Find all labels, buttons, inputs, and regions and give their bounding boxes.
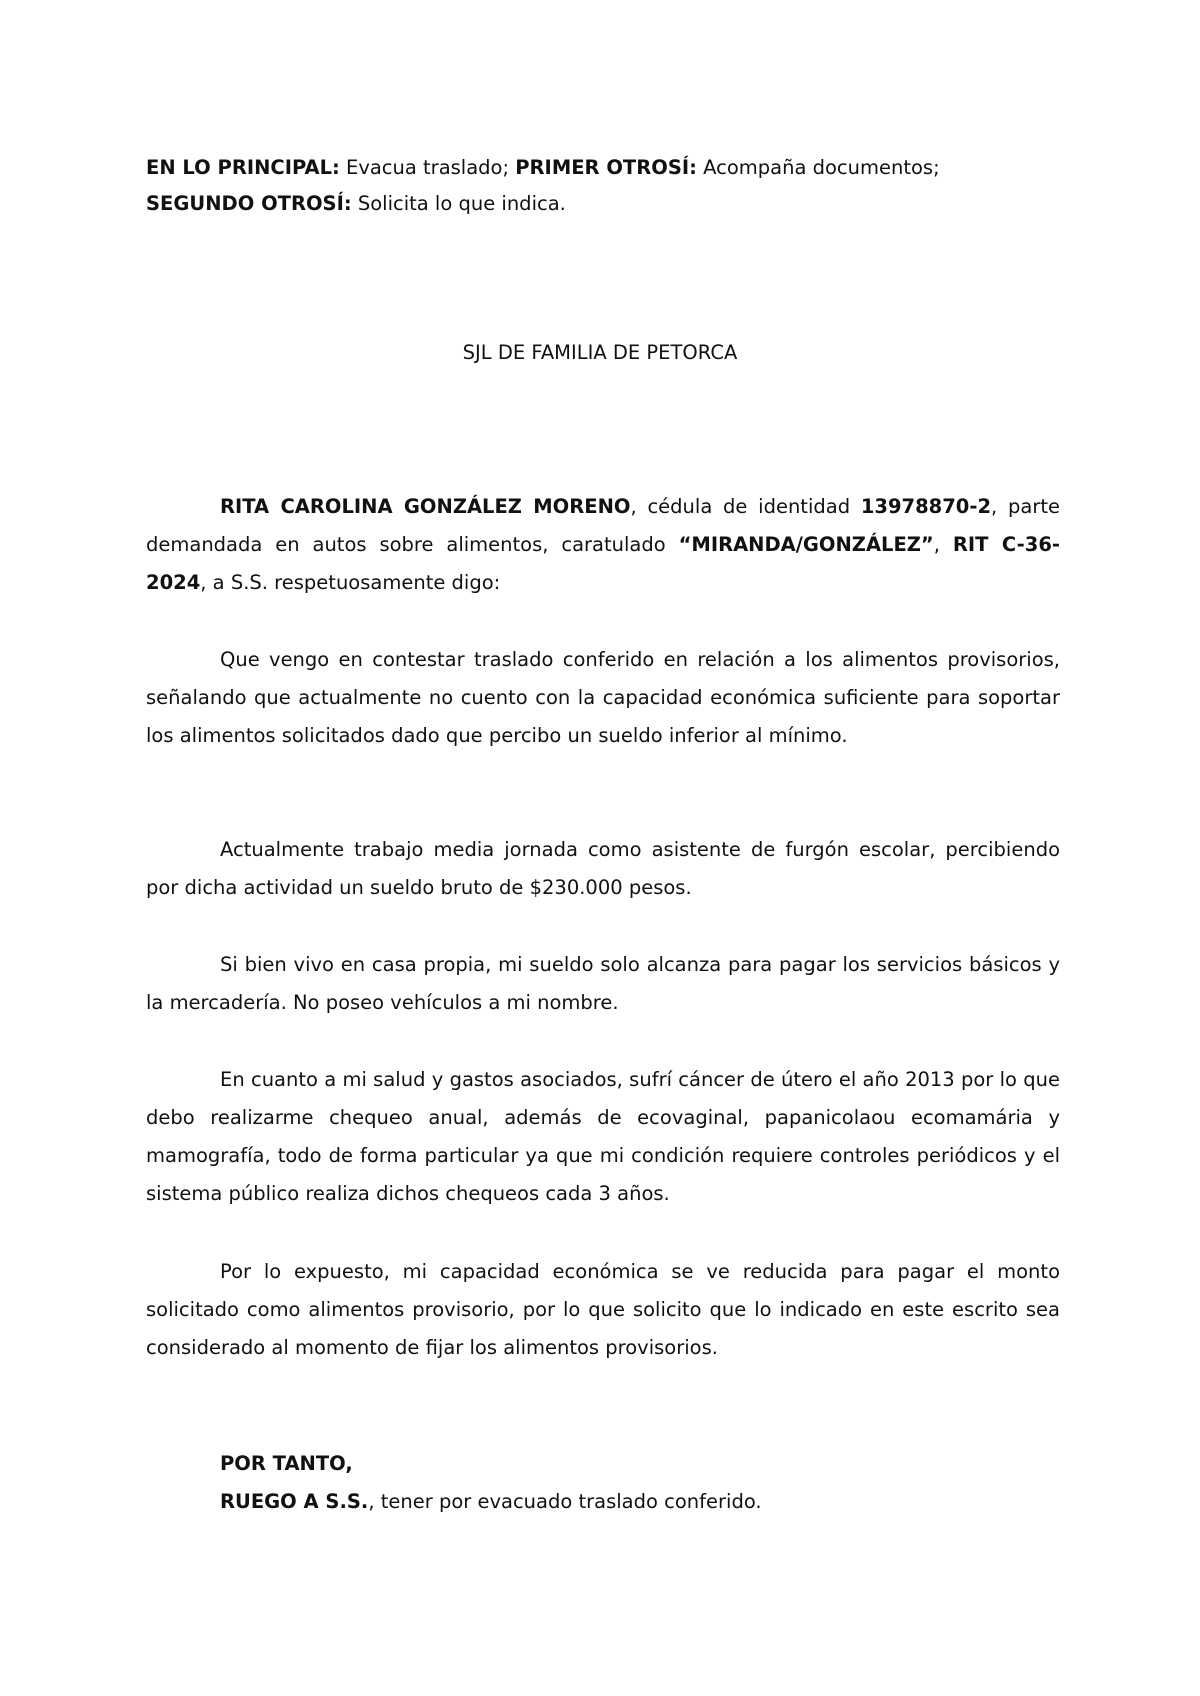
party-rut: 13978870-2 [860,495,992,518]
closing [220,1445,762,1521]
caratula: “MIRANDA/GONZÁLEZ” [678,533,934,556]
sumilla [146,150,1076,222]
paragraph-1: Que vengo en contestar traslado conferido en relación a los alimentos provisorios, señalando que actualmente no cuento con la capacidad económica suficiente para soportar los alimentos solicitados dado que percibo un sueldo inferior al mínimo. [146,648,1060,747]
rit-number: RIT C-36-2024 [146,533,1060,594]
segundo-otrosi-text: Solicita lo que indica. [351,192,566,215]
ruego-label: RUEGO A S.S. [220,1490,369,1513]
principal-text: Evacua traslado; [339,156,516,179]
court-heading: SJL DE FAMILIA DE PETORCA [462,341,738,364]
primer-otrosi-label: PRIMER OTROSÍ: [515,156,697,179]
intro-paragraph [146,488,1060,602]
paragraph-3: Si bien vivo en casa propia, mi sueldo solo alcanza para pagar los servicios básicos y la mercadería. No poseo vehículos a mi nombre. [146,953,1060,1014]
primer-otrosi-text: Acompaña documentos; [696,156,940,179]
intro-text-4: , a S.S. respetuosamente digo: [200,571,501,594]
intro-text-2: , parte demandada en autos sobre alimentos, caratulado [146,495,1060,556]
intro-text-3: , [933,533,953,556]
paragraph-4: En cuanto a mi salud y gastos asociados, sufrí cáncer de útero el año 2013 por lo que debo realizarme chequeo anual, además de ecovaginal, papanicolaou ecomamária y mamografía, todo de forma particular ya que mi condición requiere controles periódicos y el sistema público realiza dichos chequeos cada 3 años. [146,1068,1060,1205]
party-name: RITA CAROLINA GONZÁLEZ MORENO [220,495,631,518]
principal-label: EN LO PRINCIPAL: [146,156,340,179]
paragraph-5: Por lo expuesto, mi capacidad económica se ve reducida para pagar el monto solicitado como alimentos provisorio, por lo que solicito que lo indicado en este escrito sea considerado al momento de fijar los alimentos provisorios. [146,1260,1060,1359]
por-tanto: POR TANTO, [220,1452,353,1475]
ruego-text: , tener por evacuado traslado conferido. [368,1490,762,1513]
segundo-otrosi-label: SEGUNDO OTROSÍ: [146,192,352,215]
intro-text-1: , cédula de identidad [630,495,861,518]
paragraph-2: Actualmente trabajo media jornada como asistente de furgón escolar, percibiendo por dicha actividad un sueldo bruto de $230.000 pesos. [146,838,1060,899]
